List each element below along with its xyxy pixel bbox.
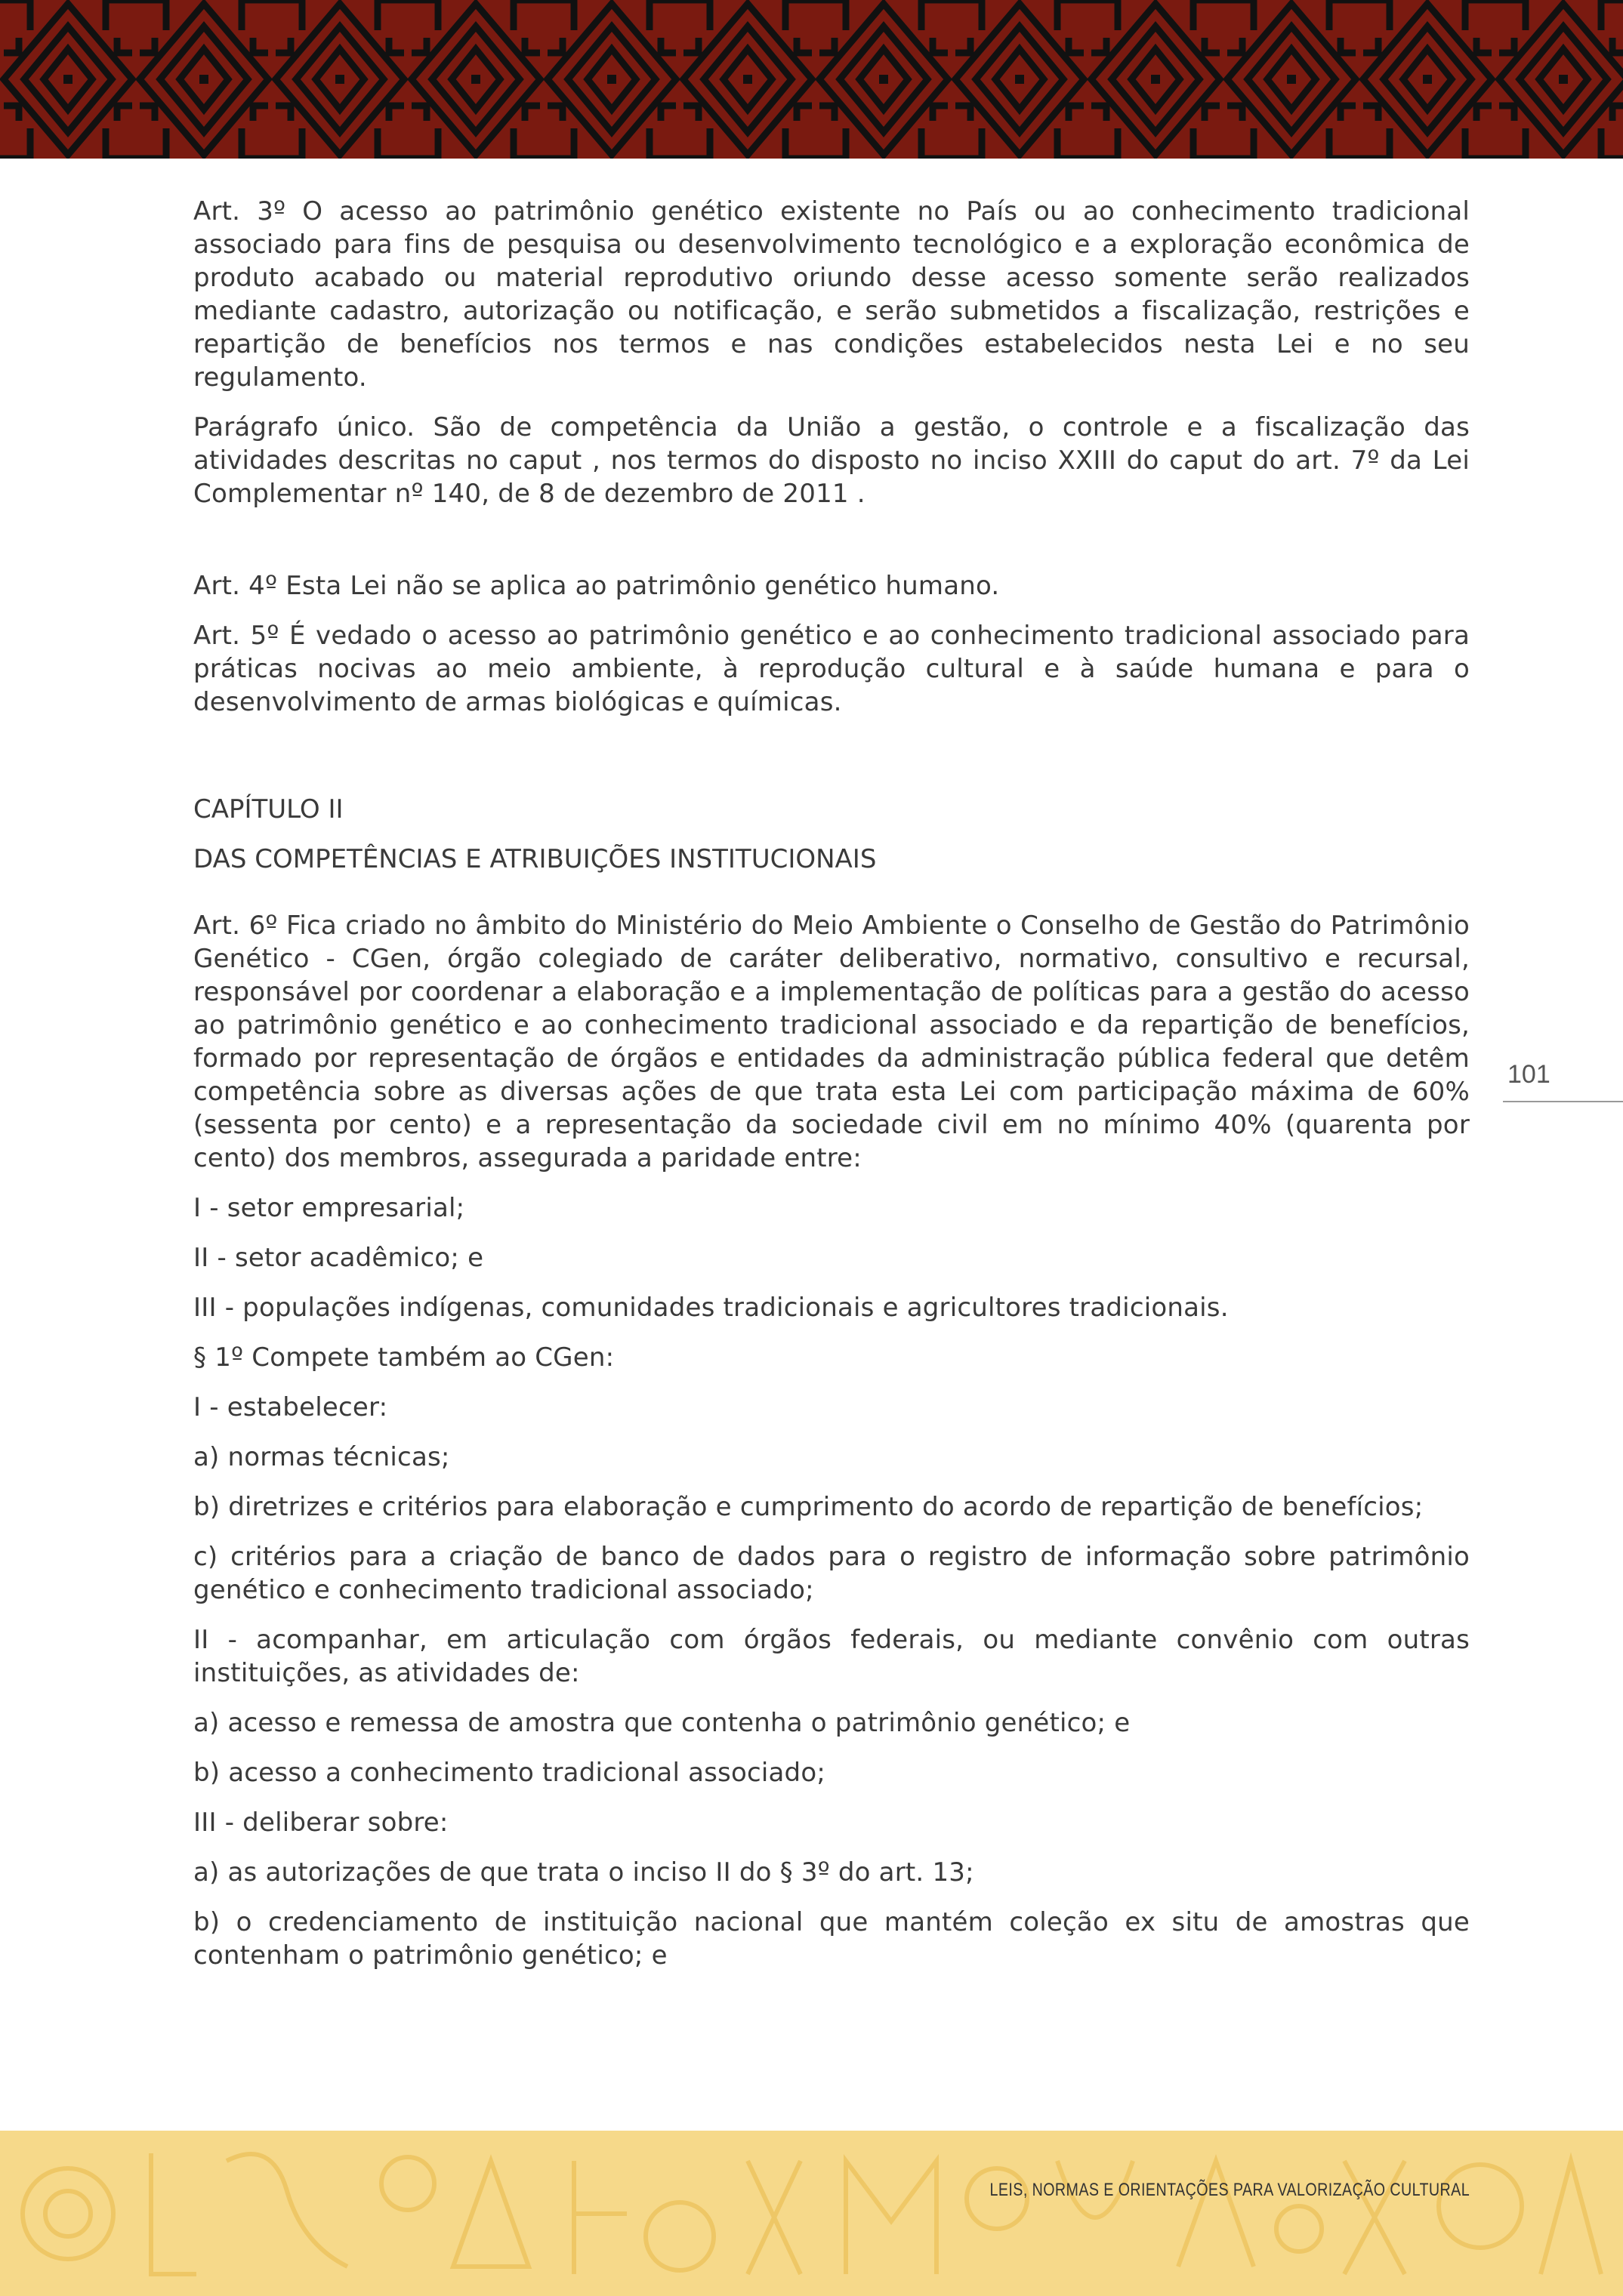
main-text	[193, 195, 1470, 1989]
page-number-rule	[1503, 1101, 1623, 1102]
chapter-subtitle: DAS COMPETÊNCIAS E ATRIBUIÇÕES INSTITUCIONAIS	[193, 844, 877, 874]
art3-sole-paragraph: Parágrafo único. São de competência da União a gestão, o controle e a fiscalização das atividades descritas no caput , nos termos do disposto no inciso XXIII do caput do art. 7º da Lei Complementar nº 140, de 8 de dezembro de 2011 .	[193, 412, 1470, 509]
list-item: III - deliberar sobre:	[193, 1808, 449, 1838]
list-item: c) critérios para a criação de banco de dados para o registro de informação sobre patrimônio genético e conhecimento tradicional associado;	[193, 1542, 1470, 1605]
list-item: a) as autorizações de que trata o inciso II do § 3º do art. 13;	[193, 1857, 974, 1888]
list-item: II - setor acadêmico; e	[193, 1243, 484, 1273]
list-item: I - estabelecer:	[193, 1392, 388, 1422]
list-item: a) acesso e remessa de amostra que contenha o patrimônio genético; e	[193, 1708, 1131, 1738]
art6-paragraph: Art. 6º Fica criado no âmbito do Ministério do Meio Ambiente o Conselho de Gestão do Patrimônio Genético - CGen, órgão colegiado de caráter deliberativo, normativo, consultivo e recursal, responsável por coordenar a elaboração e a implementação de políticas para a gestão do acesso ao patrimônio genético e ao conhecimento tradicional associado e da repartição de benefícios, formado por representação de órgãos e entidades da administração pública federal que detêm competência sobre as diversas ações de que trata esta Lei com participação máxima de 60% (sessenta por cento) e a representação da sociedade civil em no mínimo 40% (quarenta por cento) dos membros, assegurada a paridade entre:	[193, 911, 1470, 1173]
list-item: b) diretrizes e critérios para elaboração e cumprimento do acordo de repartição de benefícios;	[193, 1492, 1424, 1522]
footer-title: LEIS, NORMAS E ORIENTAÇÕES PARA VALORIZAÇÃO CULTURAL	[989, 2180, 1470, 2200]
list-item: b) acesso a conhecimento tradicional associado;	[193, 1758, 825, 1788]
footer-decorative-pattern	[0, 2131, 1623, 2296]
header-decorative-pattern	[0, 0, 1623, 159]
list-item: II - acompanhar, em articulação com órgãos federais, ou mediante convênio com outras instituições, as atividades de:	[193, 1625, 1470, 1688]
chapter-title: CAPÍTULO II	[193, 794, 344, 824]
art4-paragraph: Art. 4º Esta Lei não se aplica ao patrimônio genético humano.	[193, 571, 1000, 601]
list-item: § 1º Compete também ao CGen:	[193, 1342, 615, 1373]
list-item: a) normas técnicas;	[193, 1442, 450, 1472]
art3-paragraph: Art. 3º O acesso ao patrimônio genético existente no País ou ao conhecimento tradicional associado para fins de pesquisa ou desenvolvimento tecnológico e a exploração econômica de produto acabado ou material reprodutivo oriundo desse acesso somente serão realizados mediante cadastro, autorização ou notificação, e serão submetidos a fiscalização, restrições e repartição de benefícios nos termos e nas condições estabelecidos nesta Lei e no seu regulamento.	[193, 196, 1470, 393]
list-item: III - populações indígenas, comunidades tradicionais e agricultores tradicionais.	[193, 1293, 1229, 1323]
page-number: 101	[1507, 1060, 1550, 1089]
art5-paragraph: Art. 5º É vedado o acesso ao patrimônio genético e ao conhecimento tradicional associado para práticas nocivas ao meio ambiente, à reprodução cultural e à saúde humana e para o desenvolvimento de armas biológicas e químicas.	[193, 621, 1470, 717]
list-item: I - setor empresarial;	[193, 1193, 465, 1223]
list-item: b) o credenciamento de instituição nacional que mantém coleção ex situ de amostras que contenham o patrimônio genético; e	[193, 1907, 1470, 1971]
